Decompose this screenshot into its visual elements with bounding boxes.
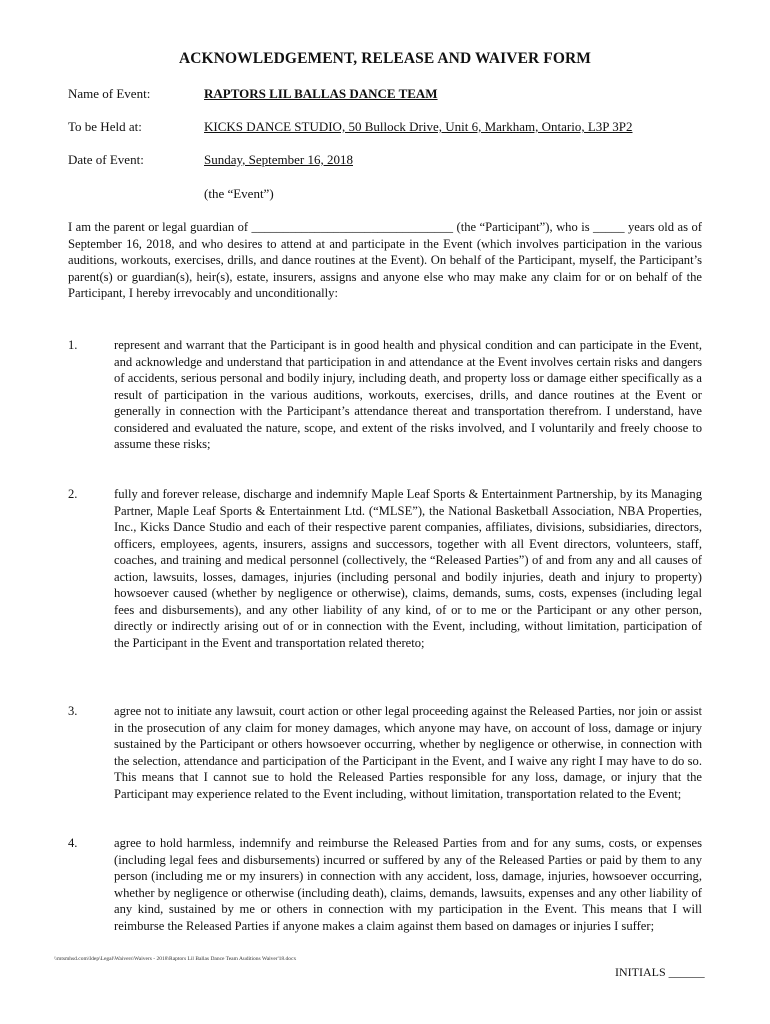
event-location-label: To be Held at: <box>68 119 142 134</box>
clause-number: 2. <box>68 487 78 501</box>
clause-text: fully and forever release, discharge and indemnify Maple Leaf Sports & Entertainment Partnership, by its Managing Partner, Maple Leaf Sports & Entertainment Ltd. (“MLSE”), the National Basketball Association, NBA Properties, Inc., Kicks Dance Studio and each of their respective parent companies, affiliates, divisions, subsidiaries, directors, officers, employees, agents, insurers, assigns and successors, together with all Event directors, volunteers, staff, coaches, and training and medical personnel (collectively, the “Released Parties”) of and from any and all causes of action, lawsuits, losses, damages, injuries (including personal and bodily injuries, death and injury to property) howsoever caused (whether by negligence or otherwise), claims, demands, sums, costs, expenses (including legal fees and disbursements), and any other liability of any kind, of or to me or the Participant or any other person, directly or indirectly arising out of or in connection with the Event, including, without limitation, participation of the Participant in the Event and transportation related thereto; <box>114 487 702 650</box>
clause-number: 3. <box>68 704 78 718</box>
event-name-label: Name of Event: <box>68 86 151 101</box>
event-location-value: KICKS DANCE STUDIO, 50 Bullock Drive, Unit 6, Markham, Ontario, L3P 3P2 <box>204 119 633 134</box>
clause-text: agree not to initiate any lawsuit, court action or other legal proceeding against the Released Parties, nor join or assist in the prosecution of any claim for money damages, which anyone may have, on account of loss, damage or injury sustained by the Participant or others howsoever occurring, whether by negligence or otherwise, in connection with the selection, attendance and participation of the Participant in the Event, and I waive any right I may have to do so. This means that I cannot sue to hold the Released Parties responsible for any loss, damage, or injury that the Participant may experience related to the Event including, without limitation, transportation related to the Event; <box>114 704 702 801</box>
event-date-label: Date of Event: <box>68 152 144 167</box>
event-definition-note: (the “Event”) <box>204 186 274 201</box>
initials-field[interactable]: INITIALS ______ <box>615 965 705 979</box>
clause-number: 4. <box>68 836 78 850</box>
intro-paragraph: I am the parent or legal guardian of ________________________________ (the “Participant”), who is _____ years old as of September 16, 2018, and who desires to attend at and participate in the Event (which involves participation in the various auditions, workouts, exercises, drills, and dance routines at the Event). On behalf of the Participant, myself, the Participant’s parent(s) or guardian(s), heir(s), estate, insurers, assigns and anyone else who may make any claim for or on behalf of the Participant, I hereby irrevocably and unconditionally: <box>68 220 702 300</box>
clause-number: 1. <box>68 338 78 352</box>
event-date-value: Sunday, September 16, 2018 <box>204 152 353 167</box>
footer-file-path: \\mtsmhsd.com\Idep\Legal\Waivers\Waivers - 2018\Raptors Lil Ballas Dance Team Auditions Waiver'18.docx <box>54 956 297 962</box>
document-title: ACKNOWLEDGEMENT, RELEASE AND WAIVER FORM <box>178 50 592 67</box>
event-name-value: RAPTORS LIL BALLAS DANCE TEAM <box>204 86 438 101</box>
clause-text: represent and warrant that the Participant is in good health and physical condition and can participate in the Event, and acknowledge and understand that participation in and attendance at the Event involves certain risks and dangers of accidents, serious personal and bodily injury, including death, and property loss or damage either specifically as a result of participation in the various auditions, workouts, exercises, drills, and dance routines at the Event or generally in connection with the Participant’s attendance thereat and transportation therefrom. I understand, have considered and evaluated the nature, scope, and extent of the risks involved, and I voluntarily and freely choose to assume these risks; <box>114 338 702 451</box>
clause-text: agree to hold harmless, indemnify and reimburse the Released Parties from and for any sums, costs, or expenses (including legal fees and disbursements) incurred or suffered by any of the Released Parties or paid by them to any person (including me or my insurers) in connection with any accident, loss, damage, injuries, howsoever occurring, whether by negligence or otherwise (including death), claims, demands, lawsuits, expenses and any other liability of any kind, sustained by me or others in connection with my participation in the Event. This means that I will reimburse the Released Parties if anyone makes a claim against them based on damages or injuries I suffer; <box>114 836 702 933</box>
